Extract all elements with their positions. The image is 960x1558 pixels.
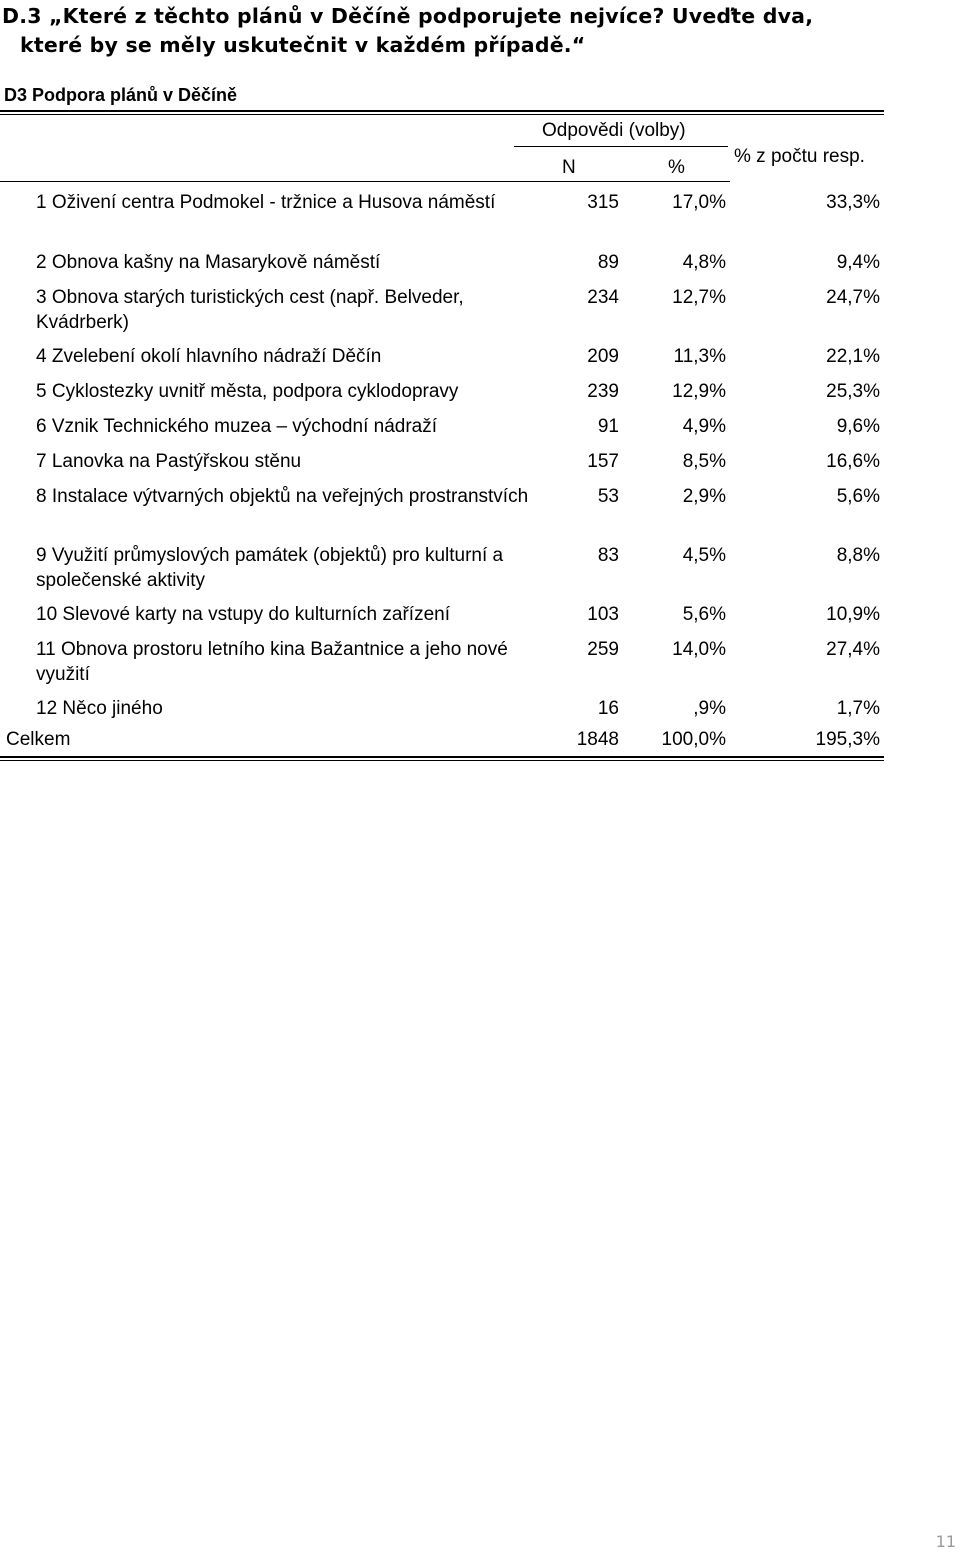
row-label: 12 Něco jiného xyxy=(36,698,163,719)
row-label: 11 Obnova prostoru letního kina Bažantnice a jeho nové využití xyxy=(36,639,508,685)
heading-line-1: D.3 „Které z těchto plánů v Děčíně podporujete nejvíce? Uveďte dva, xyxy=(2,4,814,28)
row-percent: 12,9% xyxy=(672,381,726,402)
column-header-pct: % xyxy=(668,157,685,178)
row-count: 53 xyxy=(597,486,619,507)
row-label: 5 Cyklostezky uvnitř města, podpora cyklodopravy xyxy=(36,381,459,402)
row-count: 1848 xyxy=(576,729,619,750)
row-percent-respondents: 5,6% xyxy=(836,486,880,507)
row-percent-respondents: 9,4% xyxy=(836,252,880,273)
heading-line-2: které by se měly uskutečnit v každém případě.“ xyxy=(20,33,586,57)
row-count: 239 xyxy=(587,381,619,402)
row-label: 8 Instalace výtvarných objektů na veřejných prostranstvích xyxy=(36,486,529,507)
row-percent-respondents: 9,6% xyxy=(836,416,880,437)
row-label: 2 Obnova kašny na Masarykově náměstí xyxy=(36,252,381,273)
row-count: 103 xyxy=(587,604,619,625)
row-percent: 100,0% xyxy=(661,729,726,750)
table-title: D3 Podpora plánů v Děčíně xyxy=(4,85,238,105)
row-percent-respondents: 16,6% xyxy=(826,451,880,472)
table-top-rule-2 xyxy=(0,114,884,115)
row-count: 16 xyxy=(597,698,619,719)
row-count: 83 xyxy=(597,545,619,566)
row-percent: ,9% xyxy=(693,698,726,719)
row-count: 259 xyxy=(587,639,619,660)
row-label: 10 Slevové karty na vstupy do kulturních zařízení xyxy=(36,604,450,625)
row-percent-respondents: 195,3% xyxy=(815,729,880,750)
row-percent-respondents: 24,7% xyxy=(826,287,880,308)
row-percent-respondents: 1,7% xyxy=(836,698,880,719)
row-percent-respondents: 33,3% xyxy=(826,192,880,213)
row-percent-respondents: 25,3% xyxy=(826,381,880,402)
row-count: 91 xyxy=(597,416,619,437)
row-count: 315 xyxy=(587,192,619,213)
row-percent: 5,6% xyxy=(682,604,726,625)
row-label: 6 Vznik Technického muzea – východní nádraží xyxy=(36,416,437,437)
row-count: 234 xyxy=(587,287,619,308)
row-percent-respondents: 22,1% xyxy=(826,346,880,367)
row-label: 9 Využití průmyslových památek (objektů) pro kulturní a společenské aktivity xyxy=(36,545,504,591)
row-percent-respondents: 10,9% xyxy=(826,604,880,625)
column-header-n: N xyxy=(562,157,576,178)
row-percent: 2,9% xyxy=(682,486,726,507)
row-percent: 4,8% xyxy=(682,252,726,273)
row-count: 209 xyxy=(587,346,619,367)
row-label: 4 Zvelebení okolí hlavního nádraží Děčín xyxy=(36,346,382,367)
row-percent: 8,5% xyxy=(682,451,726,472)
table-bottom-rule xyxy=(0,756,884,758)
row-percent-respondents: 8,8% xyxy=(836,545,880,566)
row-label: 1 Oživení centra Podmokel - tržnice a Husova náměstí xyxy=(36,192,496,213)
row-label: 7 Lanovka na Pastýřskou stěnu xyxy=(36,451,302,472)
header-bottom-rule xyxy=(0,181,730,182)
row-percent: 11,3% xyxy=(673,346,726,367)
column-header-resp: % z počtu resp. xyxy=(734,146,865,167)
row-count: 89 xyxy=(597,252,619,273)
table-top-rule xyxy=(0,110,884,112)
section-heading xyxy=(2,2,952,60)
table-bottom-rule-2 xyxy=(0,760,884,761)
row-percent: 17,0% xyxy=(672,192,726,213)
row-label: Celkem xyxy=(6,729,71,750)
group-header: Odpovědi (volby) xyxy=(542,120,686,141)
row-percent-respondents: 27,4% xyxy=(826,639,880,660)
row-percent: 4,9% xyxy=(682,416,726,437)
row-percent: 14,0% xyxy=(672,639,726,660)
page-number: 11 xyxy=(935,1532,956,1551)
row-percent: 12,7% xyxy=(672,287,726,308)
row-percent: 4,5% xyxy=(682,545,726,566)
row-count: 157 xyxy=(587,451,619,472)
row-label: 3 Obnova starých turistických cest (např. Belveder, Kvádrberk) xyxy=(36,287,464,333)
group-header-rule xyxy=(514,146,728,147)
